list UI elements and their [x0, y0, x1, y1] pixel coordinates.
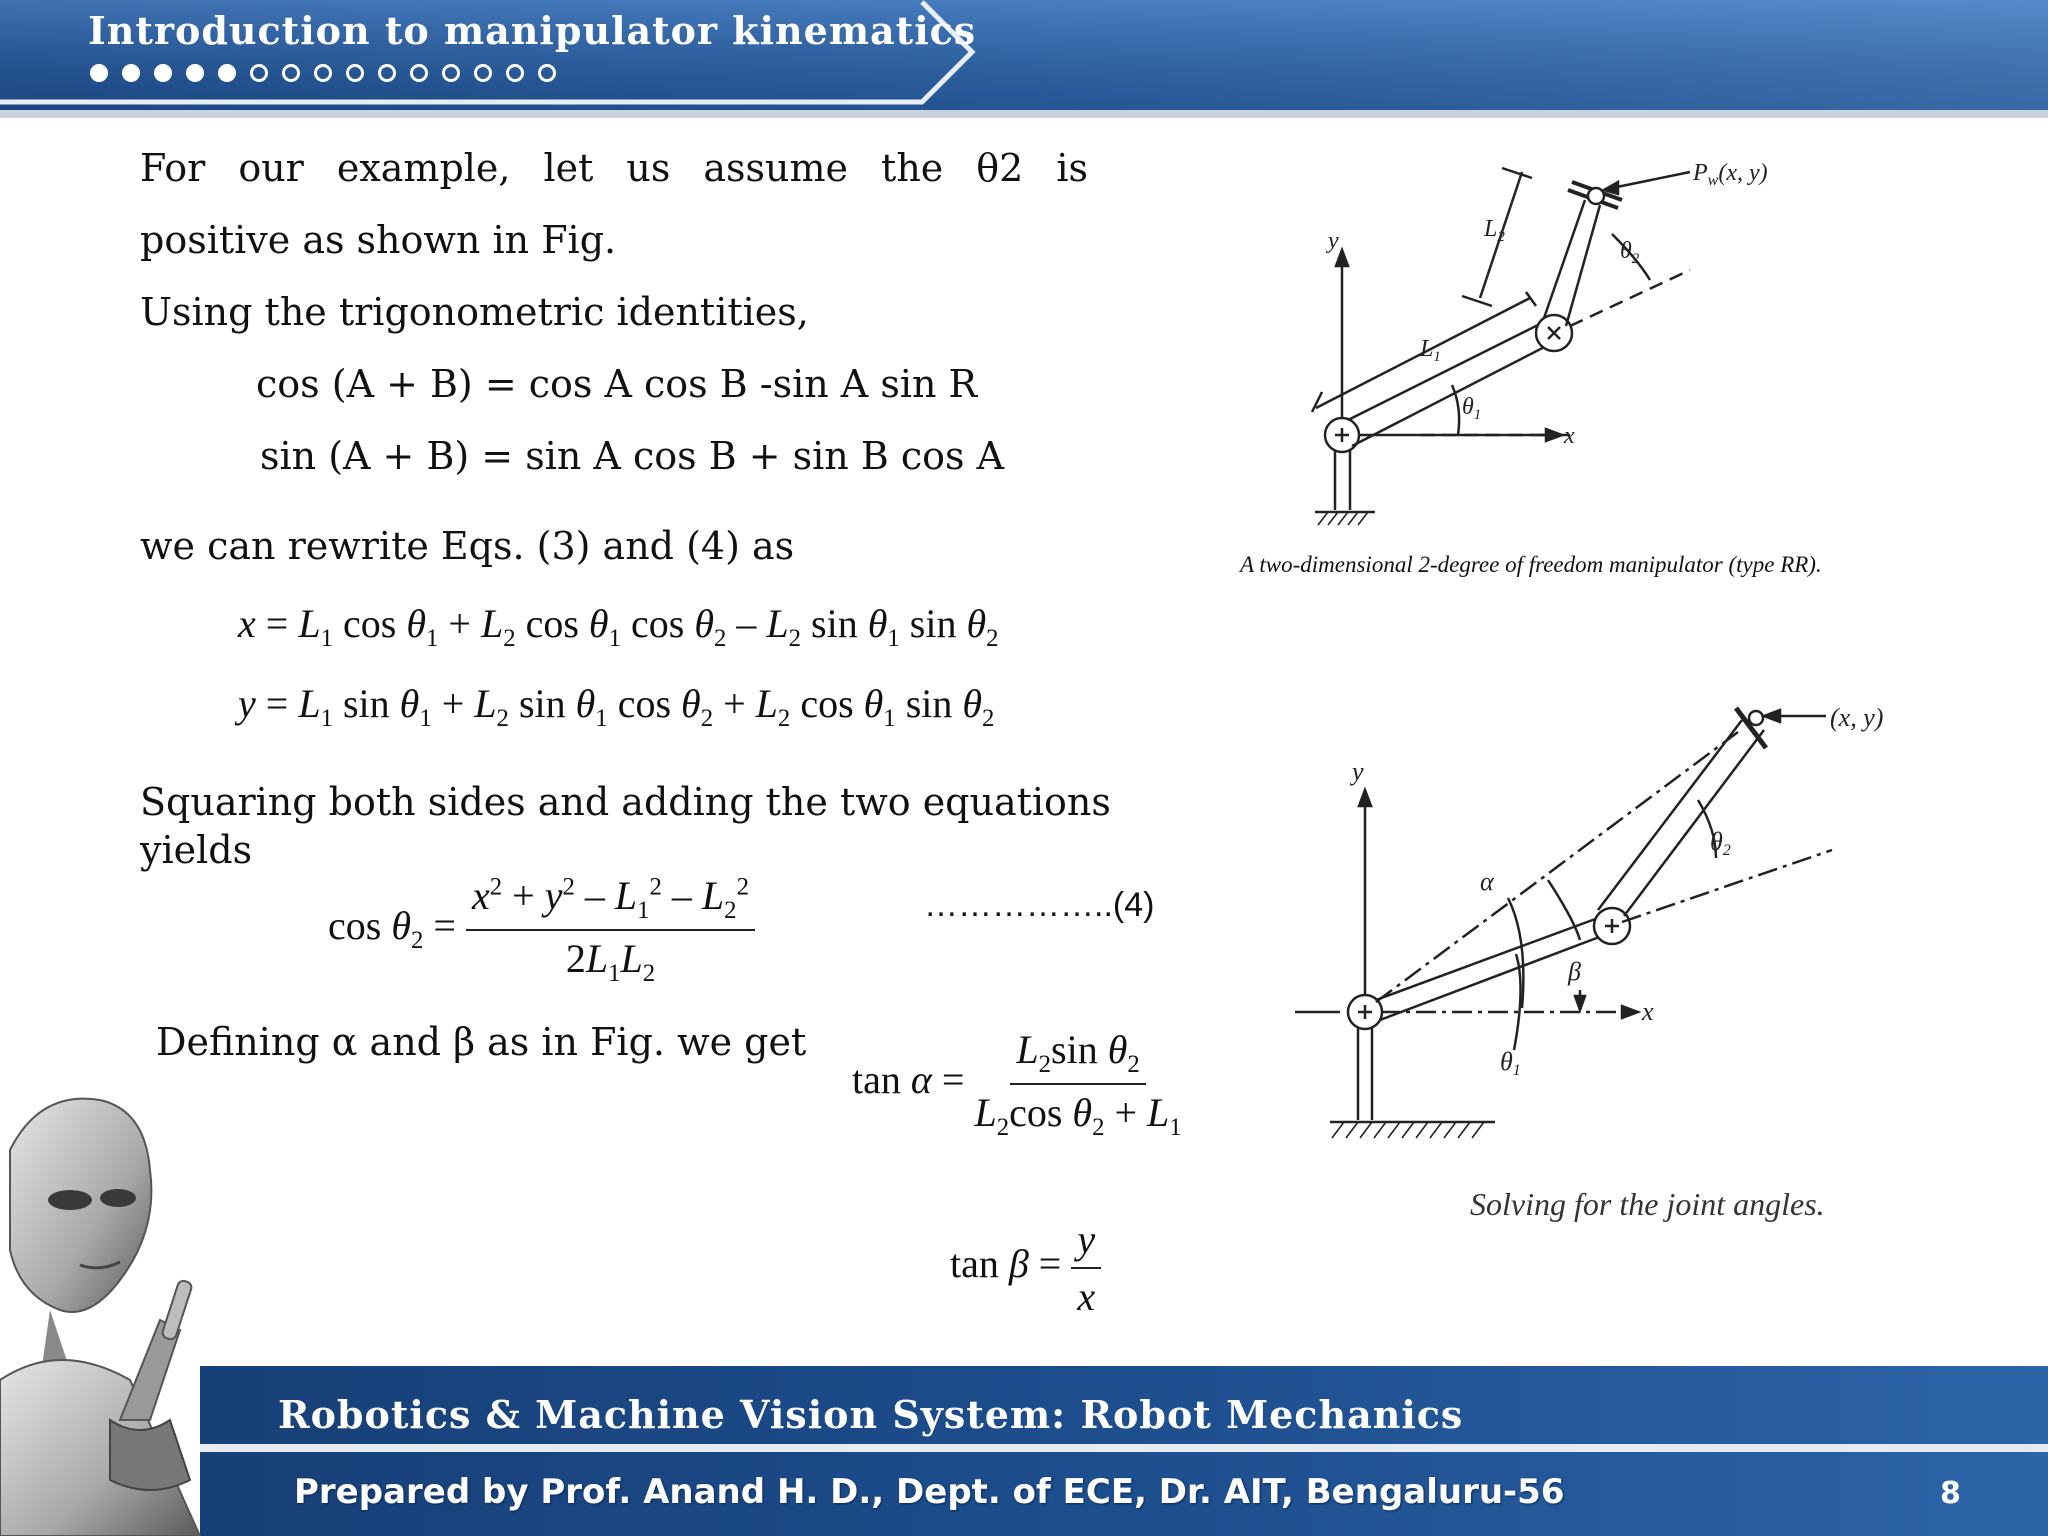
progress-dot: [250, 64, 268, 82]
equation-number-4: ……………..(4): [924, 886, 1155, 924]
progress-dot: [474, 64, 492, 82]
progress-dot: [442, 64, 460, 82]
slide-footer: [0, 1366, 2048, 1536]
figure2-caption: Solving for the joint angles.: [1470, 1186, 1825, 1222]
label-theta2: $\theta_2$: [1620, 238, 1640, 267]
label-theta1: $\theta_1$: [1462, 394, 1482, 423]
label-theta1-2: θ1: [1500, 1047, 1521, 1079]
course-title: Robotics & Machine Vision System: Robot Mechanics: [278, 1392, 1464, 1437]
paragraph-squaring-line2: yields: [140, 828, 253, 872]
author-credit: Prepared by Prof. Anand H. D., Dept. of ECE, Dr. AIT, Bengaluru-56: [294, 1472, 1565, 1512]
page-number: 8: [1940, 1476, 1961, 1511]
slide-title: Introduction to manipulator kinematics: [88, 8, 977, 53]
paragraph-identities: Using the trigonometric identities,: [140, 290, 809, 334]
slide-progress-dots: [90, 64, 556, 82]
label-x-axis: x: [1564, 423, 1575, 449]
label-x-axis-2: x: [1642, 997, 1654, 1026]
equation-y: $y = L_1$ $\sin \theta_1 + L_2$ $\sin \theta_1$ $\cos \theta_2 + L_2$ $\cos \theta_1$ $\sin \theta_2$: [238, 681, 995, 732]
identity-sin-sum: sin (A + B) = sin A cos B + sin B cos A: [260, 434, 1005, 478]
progress-dot: [410, 64, 428, 82]
progress-dot: [346, 64, 364, 82]
equation-tan-beta: tan β = $\frac{y}{x}$: [950, 1216, 1101, 1320]
label-y-axis-2: y: [1352, 757, 1364, 786]
paragraph-alpha-beta: Defining α and β as in Fig. we get: [156, 1020, 807, 1064]
progress-dot: [506, 64, 524, 82]
identity-cos-sum: cos (A + B) = cos A cos B -sin A sin R: [256, 362, 978, 406]
label-y-axis: y: [1328, 228, 1339, 254]
label-alpha: α: [1480, 867, 1494, 896]
figure-joint-angles: [1280, 690, 1920, 1160]
label-xy: (x, y): [1830, 703, 1884, 732]
progress-dot: [122, 64, 140, 82]
progress-dot: [282, 64, 300, 82]
figure1-caption: A two-dimensional 2-degree of freedom manipulator (type RR).: [1240, 552, 1822, 577]
slide-header: [0, 0, 2048, 120]
progress-dot: [154, 64, 172, 82]
progress-dot: [378, 64, 396, 82]
equation-tan-alpha: tan α = $\frac{L_2\sin \theta_2}{L_2\cos \theta_2 + L_1}$: [852, 1027, 1182, 1141]
paragraph-assumption-line1: For our example, let us assume the θ2 is: [140, 146, 1088, 190]
progress-dot: [538, 64, 556, 82]
figure-rr-manipulator: [1240, 150, 2030, 590]
label-pw: $P_w(x$, y): [1693, 160, 1768, 189]
paragraph-squaring-line1: Squaring both sides and adding the two equations: [140, 780, 1111, 824]
progress-dot: [314, 64, 332, 82]
label-l2: $L_2$: [1484, 216, 1505, 245]
equation-cos-theta2: $\cos \theta_2$ = $\frac{x^2 + y^2 - L_1^2 - L_2^2}{2L_1L_2}$: [328, 872, 755, 988]
progress-dot: [186, 64, 204, 82]
label-theta2-2: θ2: [1710, 827, 1731, 859]
paragraph-assumption-line2: positive as shown in Fig.: [140, 218, 617, 262]
equation-x: $x = L_1$ $\cos \theta_1 + L_2$ $\cos \theta_1$ $\cos \theta_2 - L_2$ $\sin \theta_1$ $\sin \theta_2$: [238, 601, 999, 652]
label-l1: $L_1$: [1420, 336, 1441, 365]
paragraph-rewrite: we can rewrite Eqs. (3) and (4) as: [140, 524, 795, 568]
humanoid-robot-image: [0, 1080, 250, 1536]
progress-dot: [90, 64, 108, 82]
label-beta: β: [1568, 957, 1581, 986]
progress-dot: [218, 64, 236, 82]
